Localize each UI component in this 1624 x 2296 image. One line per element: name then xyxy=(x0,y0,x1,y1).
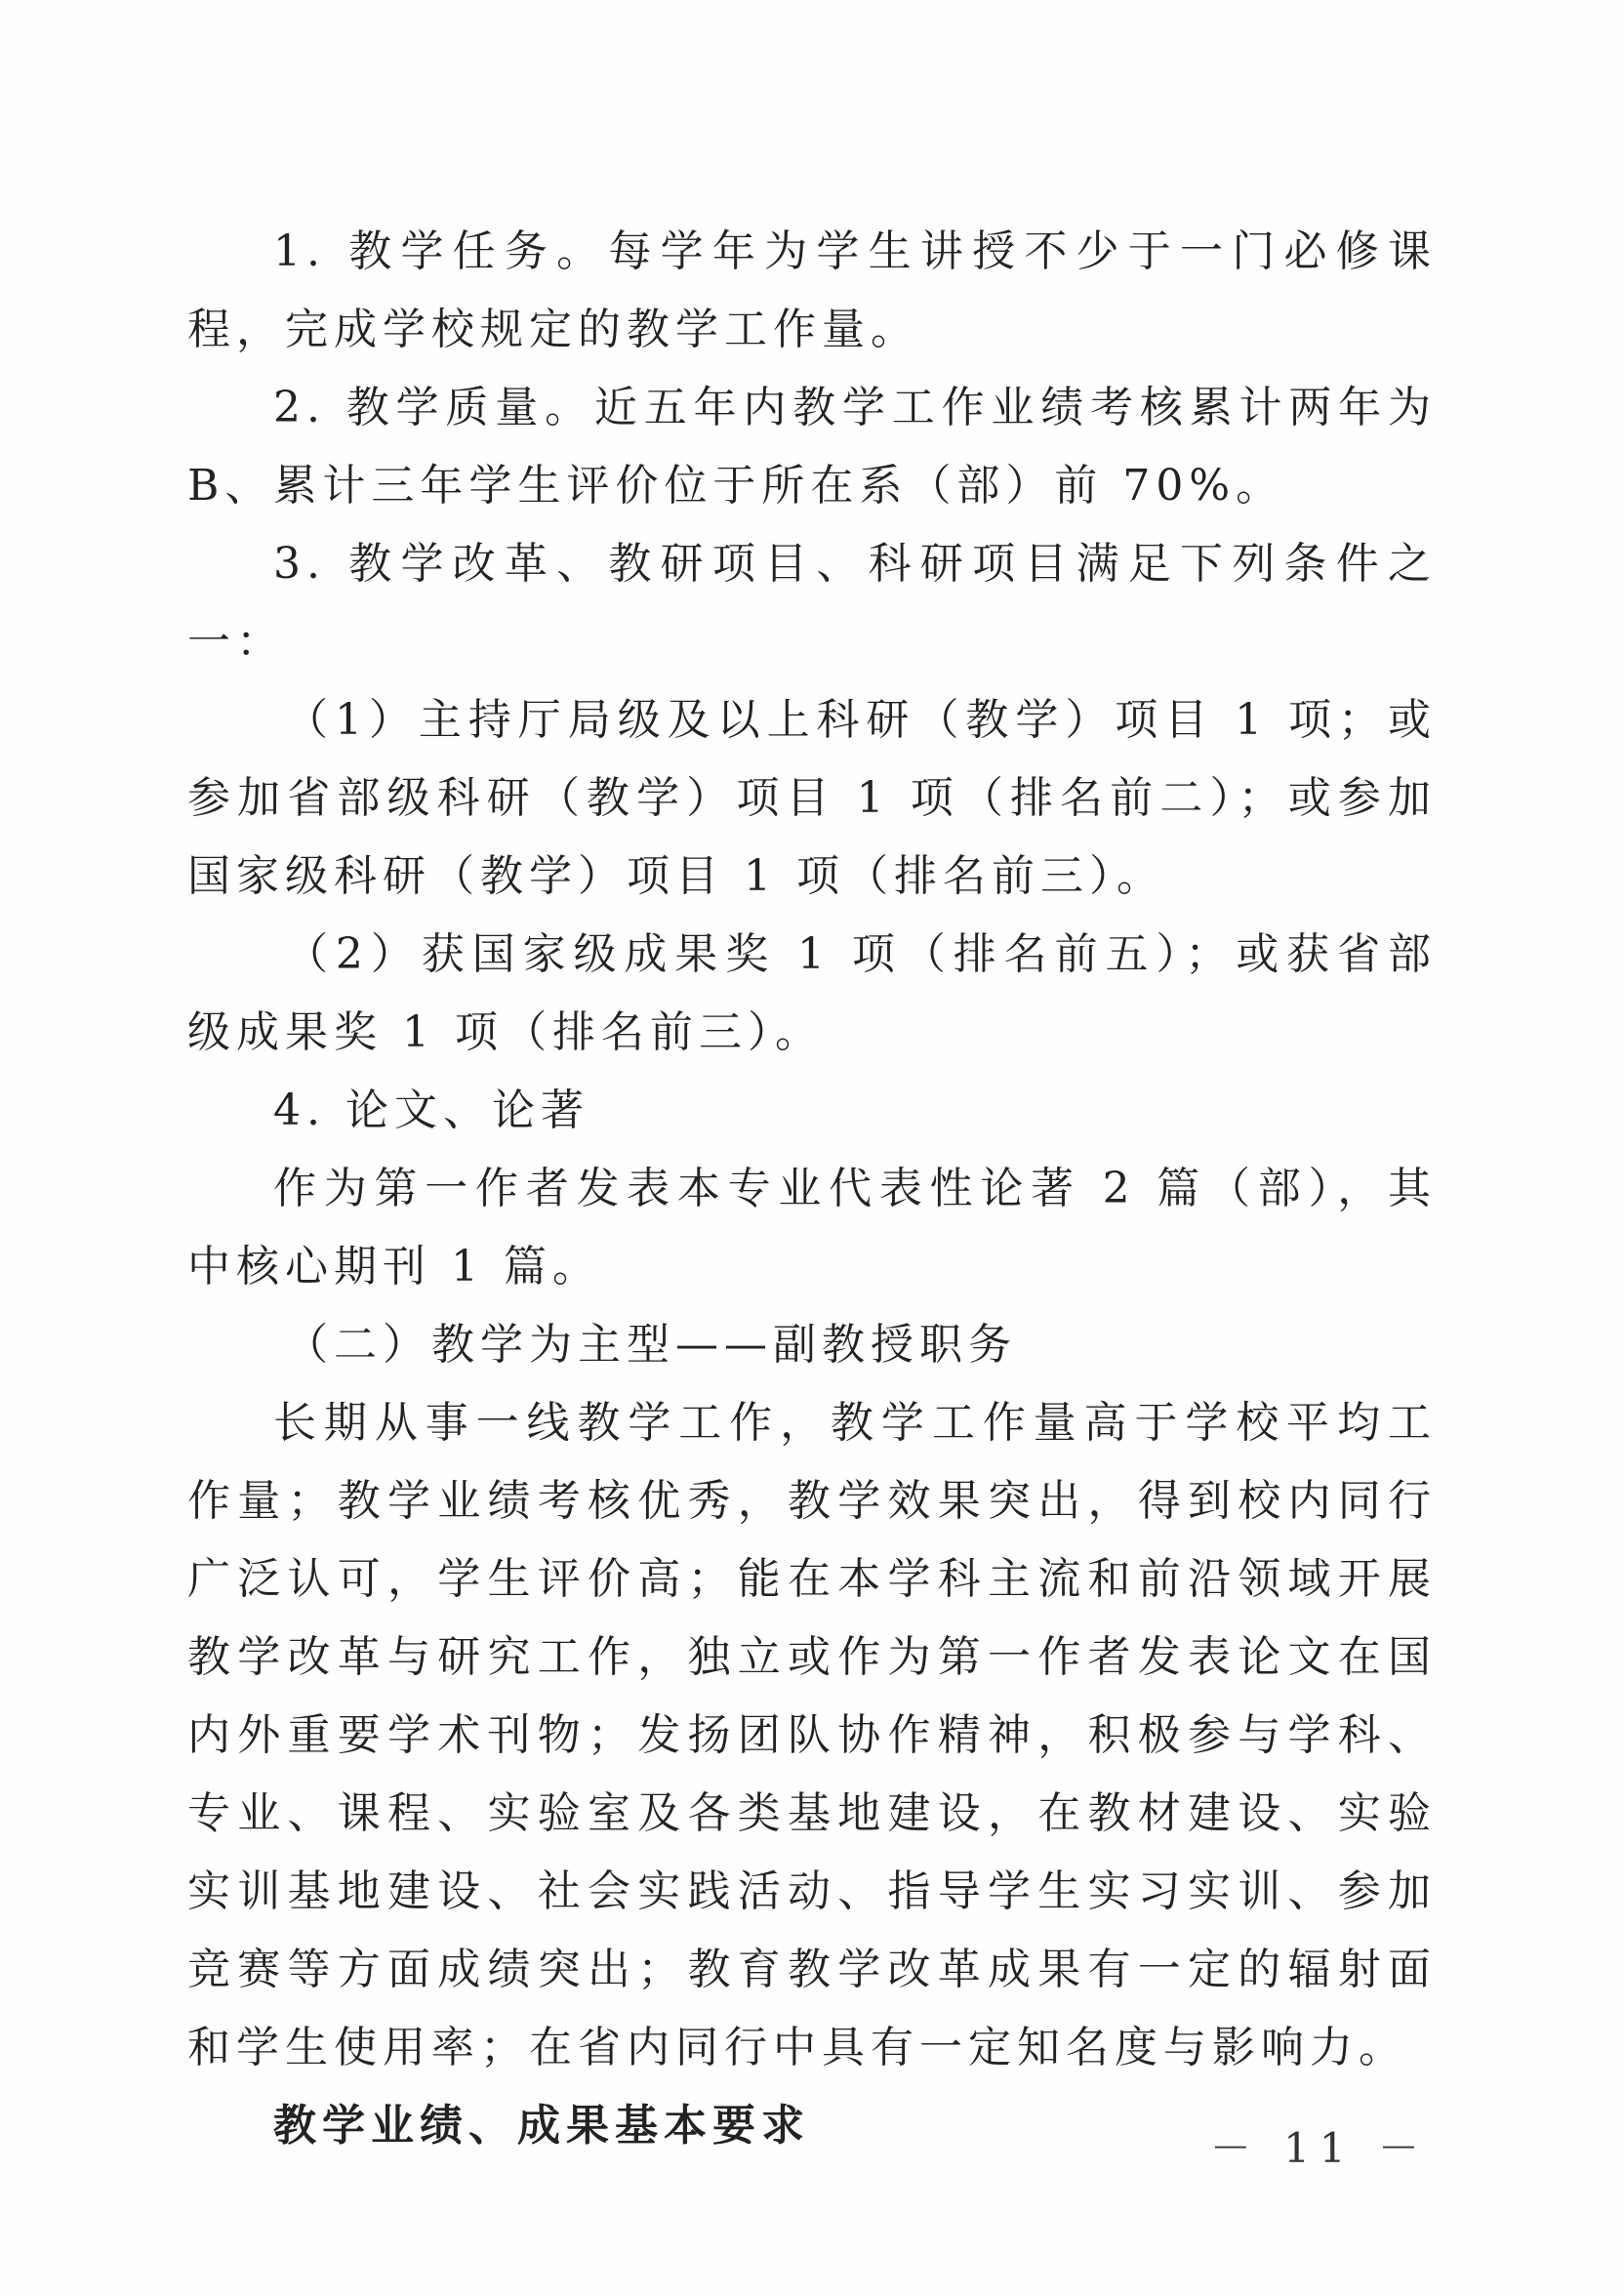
section-heading-associate-professor: （二）教学为主型——副教授职务 xyxy=(285,1320,1017,1370)
item-papers-requirement: 作为第一作者发表本专业代表性论著 2 篇（部），其中核心期刊 1 篇。 xyxy=(187,1164,1437,1292)
subitem-research-projects: （1）主持厅局级及以上科研（教学）项目 1 项；或参加省部级科研（教学）项目 1 项（排名前二）；或参加国家级科研（教学）项目 1 项（排名前三）。 xyxy=(187,695,1437,901)
section-subheading-requirements: 教学业绩、成果基本要求 xyxy=(273,2101,810,2151)
item-teaching-task: 1. 教学任务。每学年为学生讲授不少于一门必修课程，完成学校规定的教学工作量。 xyxy=(187,226,1437,354)
item-teaching-reform: 3. 教学改革、教研项目、科研项目满足下列条件之一： xyxy=(187,539,1437,667)
item-teaching-quality: 2. 教学质量。近五年内教学工作业绩考核累计两年为 B、累计三年学生评价位于所在系（部）前 70%。 xyxy=(187,383,1437,511)
page-number: － 11 － xyxy=(1209,2124,1429,2172)
section-description: 长期从事一线教学工作，教学工作量高于学校平均工作量；教学业绩考核优秀，教学效果突出，得到校内同行广泛认可，学生评价高；能在本学科主流和前沿领域开展教学改革与研究工作，独立或作为第一作者发表论文在国内外重要学术刊物；发扬团队协作精神，积极参与学科、专业、课程、实验室及各类基地建设，在教材建设、实验实训基地建设、社会实践活动、指导学生实习实训、参加竞赛等方面成绩突出；教育教学改革成果有一定的辐射面和学生使用率；在省内同行中具有一定知名度与影响力。 xyxy=(187,1398,1437,2072)
item-papers-heading: 4. 论文、论著 xyxy=(273,1086,589,1135)
subitem-achievement-awards: （2）获国家级成果奖 1 项（排名前五）；或获省部级成果奖 1 项（排名前三）。 xyxy=(187,929,1437,1057)
document-body xyxy=(187,213,1437,2165)
